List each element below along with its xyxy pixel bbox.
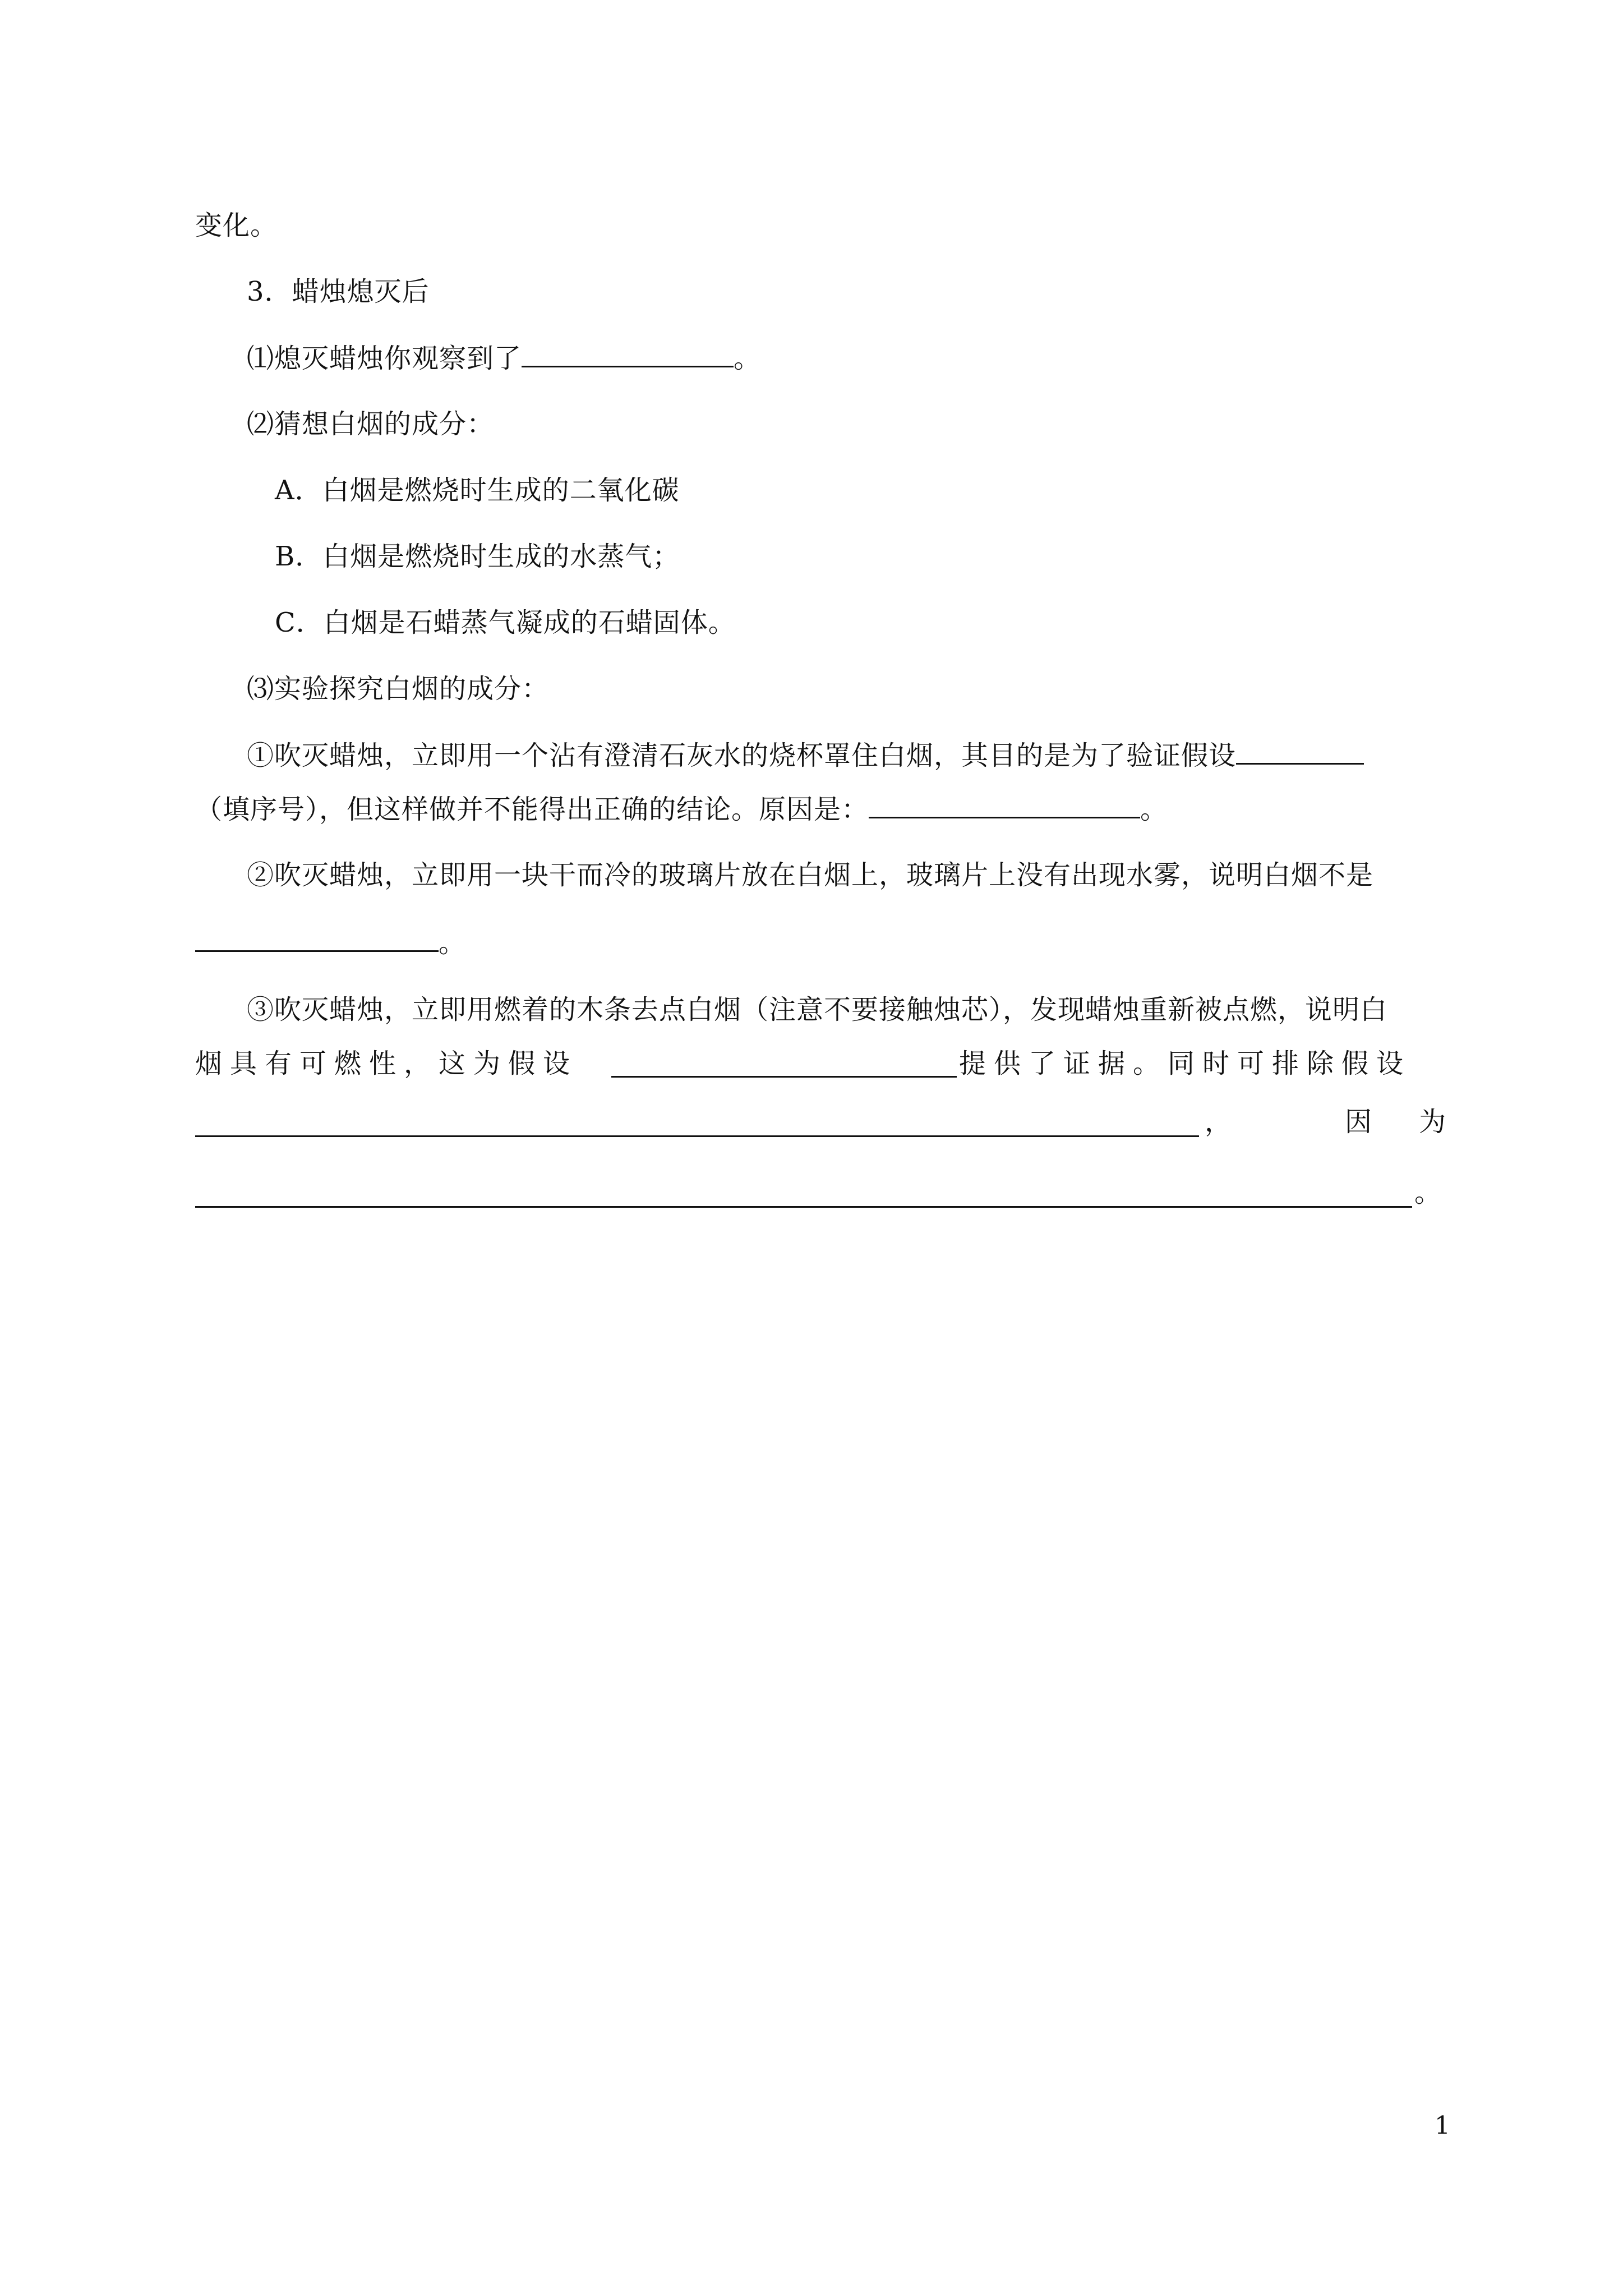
- text: A．白烟是燃烧时生成的二氧化碳: [275, 475, 680, 506]
- experiment-2-line-1: [247, 858, 1373, 892]
- text: （填序号），但这样做并不能得出正确的结论。原因是：: [195, 794, 869, 825]
- text: 3．蜡烛熄灭后: [247, 276, 430, 307]
- text: ②吹灭蜡烛，立即用一块干而冷的玻璃片放在白烟上，玻璃片上没有出现水雾，说明白烟不是: [247, 859, 1374, 891]
- text: 。: [1140, 794, 1168, 825]
- text: ⑵猜想白烟的成分：: [247, 408, 495, 440]
- option-b: [275, 540, 680, 573]
- question-2: [247, 407, 494, 441]
- text: ，: [1205, 1106, 1232, 1138]
- word-yin: [1345, 1105, 1372, 1139]
- option-c: [275, 606, 736, 639]
- experiment-1-line-1: [247, 738, 1364, 772]
- word-wei: [1419, 1105, 1446, 1139]
- text: C．白烟是石蜡蒸气凝成的石蜡固体。: [275, 607, 736, 638]
- text: ③吹灭蜡烛，立即用燃着的木条去点白烟（注意不要接触烛芯），发现蜡烛重新被点燃，说明白: [247, 994, 1388, 1025]
- period: [1414, 1176, 1441, 1209]
- answer-blank[interactable]: [611, 1051, 957, 1078]
- question-3: [247, 672, 549, 706]
- option-a: [275, 473, 680, 507]
- text: 变化。: [195, 210, 278, 241]
- experiment-3-line-2-end: [959, 1047, 1411, 1080]
- text: B．白烟是燃烧时生成的水蒸气；: [275, 541, 680, 572]
- text: 。: [1414, 1177, 1442, 1208]
- question-1: [247, 341, 761, 375]
- answer-blank[interactable]: [1236, 738, 1364, 765]
- experiment-3-line-1: [247, 993, 1387, 1027]
- text: 提供了证据。同时可排除假设: [959, 1048, 1412, 1079]
- experiment-2-line-2: [195, 926, 466, 960]
- text: 。: [734, 343, 762, 374]
- answer-blank[interactable]: [195, 926, 439, 952]
- paragraph-continuation: [195, 209, 278, 242]
- text: ⑶实验探究白烟的成分：: [247, 673, 550, 705]
- page-number: 1: [1435, 2111, 1450, 2140]
- answer-blank[interactable]: [195, 1111, 1199, 1137]
- experiment-3-line-2-start: [195, 1047, 578, 1080]
- text: ①吹灭蜡烛，立即用一个沾有澄清石灰水的烧杯罩住白烟，其目的是为了验证假设: [247, 740, 1237, 771]
- text: ⑴熄灭蜡烛你观察到了: [247, 343, 522, 374]
- text: 因: [1345, 1106, 1372, 1138]
- answer-blank[interactable]: [869, 792, 1140, 818]
- answer-blank[interactable]: [522, 341, 734, 367]
- section-heading: [247, 275, 430, 309]
- experiment-1-line-2: [195, 792, 1168, 826]
- text: 。: [439, 927, 467, 959]
- text: 烟具有可燃性，这为假设: [195, 1048, 578, 1079]
- answer-blank[interactable]: [195, 1181, 1412, 1208]
- comma: [1205, 1105, 1232, 1139]
- text: 为: [1419, 1106, 1446, 1138]
